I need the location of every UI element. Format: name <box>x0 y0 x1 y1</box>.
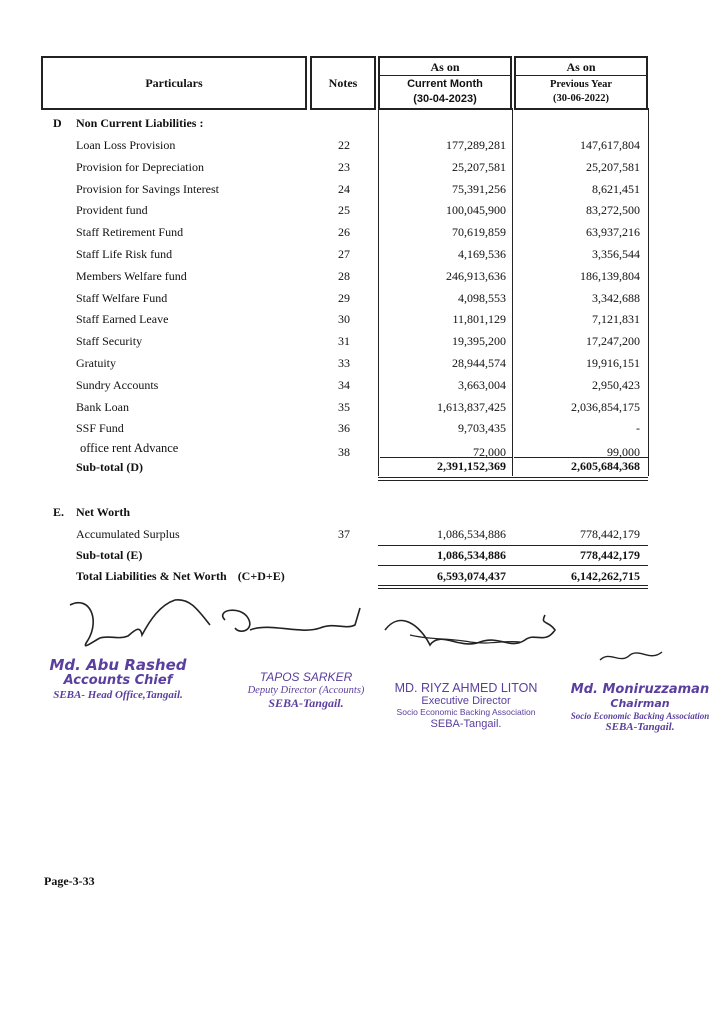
current-header-divider <box>378 75 512 76</box>
row-label: Staff Welfare Fund <box>76 291 168 305</box>
signature-1 <box>70 600 210 646</box>
previous-column-right-rule <box>648 108 649 476</box>
row-previous-value: 8,621,451 <box>592 182 640 196</box>
current-column-right-rule <box>512 108 513 476</box>
row-current-value: 9,703,435 <box>458 421 506 435</box>
subtotal-d-top-rule-previous <box>514 457 648 458</box>
row-label: Gratuity <box>76 356 116 370</box>
row-previous-value: - <box>636 421 640 435</box>
row-previous-value: 25,207,581 <box>586 160 640 174</box>
row-previous-value: 63,937,216 <box>586 225 640 239</box>
previous-as-on: As on <box>566 60 596 74</box>
total-double-rule-1 <box>378 585 648 586</box>
notes-header: Notes <box>328 76 358 90</box>
row-label: Provident fund <box>76 203 148 217</box>
row-current-value: 70,619,859 <box>452 225 506 239</box>
signature-block-1 <box>28 657 208 702</box>
section-d-title: Non Current Liabilities : <box>76 116 204 130</box>
signer-3-name: MD. RIYZ AHMED LITON <box>394 681 538 695</box>
row-current-value: 75,391,256 <box>452 182 506 196</box>
total-label-text: Total Liabilities & Net Worth <box>76 569 227 583</box>
total-previous: 6,142,262,715 <box>571 569 640 583</box>
row-note: 30 <box>338 312 350 326</box>
row-label: Staff Life Risk fund <box>76 247 173 261</box>
row-current-value: 177,289,281 <box>446 138 506 152</box>
row-label: Provision for Depreciation <box>76 160 204 174</box>
row-note: 36 <box>338 421 350 435</box>
previous-header-divider <box>514 75 648 76</box>
current-date: (30-04-2023) <box>413 93 477 105</box>
row-current-value: 25,207,581 <box>452 160 506 174</box>
row-current-value: 19,395,200 <box>452 334 506 348</box>
subtotal-e-previous: 778,442,179 <box>580 548 640 562</box>
signer-3-org: SEBA-Tangail. <box>430 717 502 730</box>
particulars-header: Particulars <box>145 76 203 90</box>
subtotal-d-double-rule-2 <box>378 480 648 481</box>
row-current-value: 246,913,636 <box>446 269 506 283</box>
row-previous-value: 7,121,831 <box>592 312 640 326</box>
row-current-value: 3,663,004 <box>458 378 506 392</box>
subtotal-d-double-rule-1 <box>378 477 648 478</box>
row-note: 25 <box>338 203 350 217</box>
row-previous-value: 99,000 <box>607 445 640 459</box>
row-current-value: 1,613,837,425 <box>437 400 506 414</box>
signer-4-association: Socio Economic Backing Association <box>570 710 710 721</box>
row-label: Sundry Accounts <box>76 378 159 392</box>
row-note: 28 <box>338 269 350 283</box>
row-note: 22 <box>338 138 350 152</box>
signer-3-title: Executive Director <box>421 695 511 708</box>
row-note: 34 <box>338 378 350 392</box>
previous-period: Previous Year <box>549 79 613 90</box>
total-current: 6,593,074,437 <box>437 569 506 583</box>
row-current-value: 11,801,129 <box>452 312 506 326</box>
row-current-value: 72,000 <box>473 445 506 459</box>
row-current-value: 4,169,536 <box>458 247 506 261</box>
section-d-letter: D <box>53 116 62 130</box>
row-note: 27 <box>338 247 350 261</box>
signer-3-association: Socio Economic Backing Association <box>396 707 536 718</box>
row-note: 31 <box>338 334 350 348</box>
row-label: Staff Security <box>76 334 143 348</box>
row-previous-value: 3,342,688 <box>592 291 640 305</box>
accumulated-surplus-previous: 778,442,179 <box>580 527 640 541</box>
signature-4 <box>600 652 662 660</box>
row-current-value: 100,045,900 <box>446 203 506 217</box>
row-label: Staff Earned Leave <box>76 312 169 326</box>
row-note: 24 <box>338 182 350 196</box>
signer-2-org: SEBA-Tangail. <box>268 695 344 710</box>
subtotal-d-previous: 2,605,684,368 <box>571 459 640 473</box>
current-as-on: As on <box>430 60 460 74</box>
row-current-value: 4,098,553 <box>458 291 506 305</box>
row-previous-value: 147,617,804 <box>580 138 640 152</box>
accumulated-surplus-current: 1,086,534,886 <box>437 527 506 541</box>
signer-2-name: TAPOS SARKER <box>259 670 353 684</box>
subtotal-d-top-rule-current <box>380 457 512 458</box>
total-top-rule <box>378 565 648 566</box>
subtotal-e-current: 1,086,534,886 <box>437 548 506 562</box>
row-label: Loan Loss Provision <box>76 138 176 152</box>
total-label <box>76 569 285 584</box>
signature-3 <box>385 615 555 645</box>
row-previous-value: 83,272,500 <box>586 203 640 217</box>
signer-4-org: SEBA-Tangail. <box>605 720 675 733</box>
row-note: 35 <box>338 400 350 414</box>
row-note: 33 <box>338 356 350 370</box>
row-label: SSF Fund <box>76 421 124 435</box>
row-label: Members Welfare fund <box>76 269 187 283</box>
row-label: office rent Advance <box>80 441 179 455</box>
row-previous-value: 186,139,804 <box>580 269 640 283</box>
signature-2 <box>223 608 360 631</box>
signature-block-2 <box>232 671 380 711</box>
row-label: Provision for Savings Interest <box>76 182 219 196</box>
signature-block-3 <box>384 681 548 730</box>
page-number: Page-3-33 <box>44 874 95 888</box>
previous-date: (30-06-2022) <box>553 93 609 104</box>
signer-2-title: Deputy Director (Accounts) <box>247 684 365 696</box>
row-previous-value: 19,916,151 <box>586 356 640 370</box>
section-e-title: Net Worth <box>76 505 131 519</box>
row-previous-value: 2,950,423 <box>592 378 640 392</box>
row-note: 26 <box>338 225 350 239</box>
signer-1-org: SEBA- Head Office,Tangail. <box>53 689 183 702</box>
row-label: Staff Retirement Fund <box>76 225 184 239</box>
total-formula: (C+D+E) <box>237 569 285 583</box>
subtotal-d-label: Sub-total (D) <box>76 460 144 474</box>
signer-4-title: Chairman <box>610 696 670 710</box>
row-label: Bank Loan <box>76 400 129 414</box>
subtotal-e-label: Sub-total (E) <box>76 548 143 562</box>
current-column-left-rule <box>378 108 379 476</box>
section-e-letter: E. <box>53 505 65 519</box>
subtotal-e-top-rule <box>378 545 648 546</box>
subtotal-d-current: 2,391,152,369 <box>437 459 506 473</box>
row-current-value: 28,944,574 <box>452 356 506 370</box>
row-note: 23 <box>338 160 350 174</box>
signer-4-name: Md. Moniruzzaman <box>570 682 710 697</box>
row-previous-value: 2,036,854,175 <box>571 400 640 414</box>
row-previous-value: 17,247,200 <box>586 334 640 348</box>
signer-1-title: Accounts Chief <box>63 673 173 689</box>
signature-block-4 <box>560 683 720 734</box>
row-note: 38 <box>338 445 350 459</box>
accumulated-surplus-label: Accumulated Surplus <box>76 527 180 541</box>
total-double-rule-2 <box>378 588 648 589</box>
signer-1-name: Md. Abu Rashed <box>49 656 187 674</box>
accumulated-surplus-note: 37 <box>338 527 350 541</box>
current-period: Current Month <box>407 78 483 90</box>
row-previous-value: 3,356,544 <box>592 247 640 261</box>
row-note: 29 <box>338 291 350 305</box>
